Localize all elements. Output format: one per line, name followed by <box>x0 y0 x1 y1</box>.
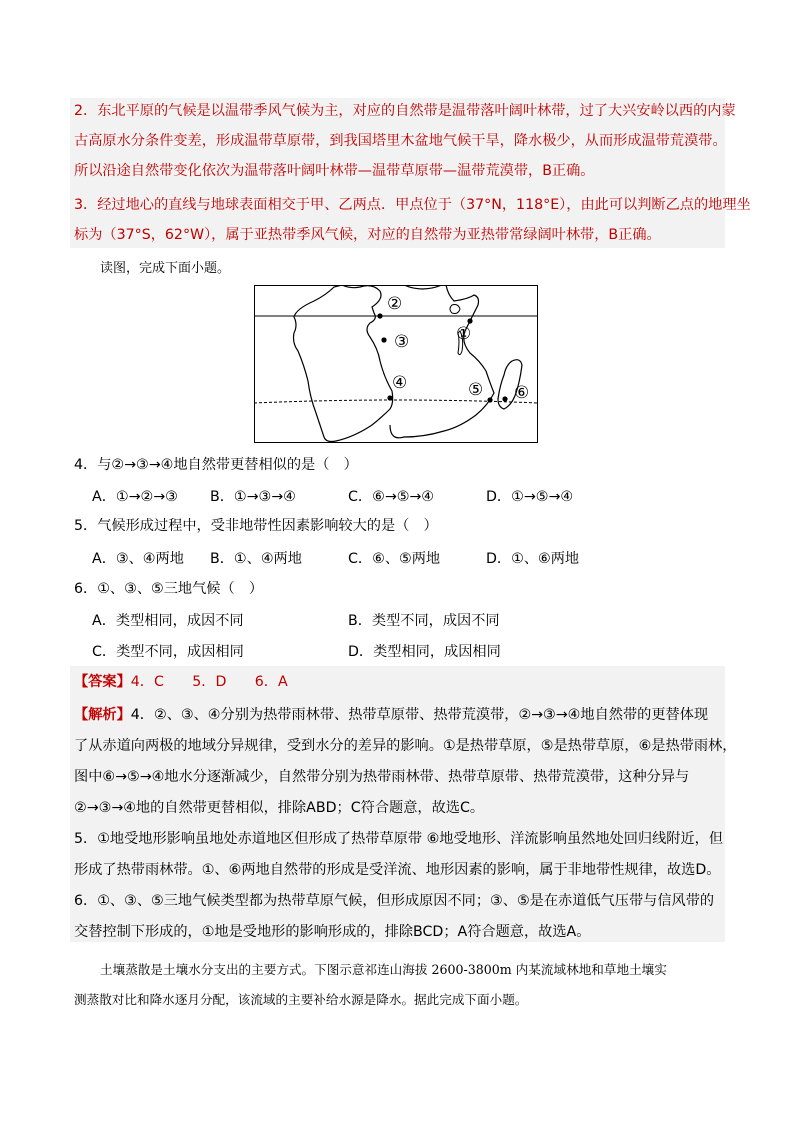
question-5-option-c[interactable]: C．⑥、⑤两地 <box>348 551 441 567</box>
analysis-line: 5．①地受地形影响虽地处赤道地区但形成了热带草原带 ⑥地受地形、洋流影响虽然地处回归线附近，但 <box>74 831 724 847</box>
point-4-dot <box>387 395 392 400</box>
question-4-stem: 4．与②→③→④地自然带更替相似的是（ ） <box>74 457 358 473</box>
point-6-dot <box>502 396 507 401</box>
question-5-option-a[interactable]: A．③、④两地 <box>92 551 184 567</box>
analysis-text: 4．②、③、④分别为热带雨林带、热带草原带、热带荒漠带，②→③→④地自然带的更替体现 <box>130 707 709 723</box>
point-2-dot <box>377 313 382 318</box>
marker-2: ② <box>387 294 403 314</box>
analysis-line: 2．东北平原的气候是以温带季风气候为主，对应的自然带是温带落叶阔叶林带，过了大兴安岭以西的内蒙 <box>74 103 736 119</box>
answer-tag: 【答案】 <box>74 674 131 690</box>
question-5-stem: 5．气候形成过程中，受非地带性因素影响较大的是（ ） <box>74 518 438 534</box>
marker-6: ⑥ <box>514 383 530 403</box>
marker-4: ④ <box>392 373 408 393</box>
marker-3: ③ <box>394 332 410 352</box>
africa-map <box>254 285 538 443</box>
analysis-line <box>74 705 708 725</box>
analysis-line: 形成了热带雨林带。①、⑥两地自然带的形成是受洋流、地形因素的影响，属于非地带性规律，故选D。 <box>74 862 721 878</box>
analysis-line: 3．经过地心的直线与地球表面相交于甲、乙两点．甲点位于（37°N，118°E），由此可以判断乙点的地理坐 <box>74 197 751 213</box>
tropic-of-capricorn-line <box>254 400 538 403</box>
analysis-line: 所以沿途自然带变化依次为温带落叶阔叶林带—温带草原带—温带荒漠带，B正确。 <box>74 163 595 179</box>
point-5-dot <box>487 397 492 402</box>
africa-coastline-west <box>294 285 393 442</box>
answer-text: 4．C 5．D 6．A <box>130 674 288 690</box>
question-4-option-d[interactable]: D．①→⑤→④ <box>486 489 574 505</box>
next-intro-line-2: 测蒸散对比和降水逐月分配，该流域的主要补给水源是降水。据此完成下面小题。 <box>74 992 528 1007</box>
point-1-dot <box>467 318 472 323</box>
question-6-stem: 6．①、③、⑤三地气候（ ） <box>74 581 264 597</box>
analysis-line: 标为（37°S，62°W），属于亚热带季风气候，对应的自然带为亚热带常绿阔叶林带，B正确。 <box>74 227 661 243</box>
analysis-line: ②→③→④地的自然带更替相似，排除ABD；C符合题意，故选C。 <box>74 800 485 816</box>
question-4-option-a[interactable]: A．①→②→③ <box>92 489 178 505</box>
answer-line <box>74 672 288 692</box>
lake-victoria <box>450 305 460 314</box>
analysis-line: 古高原水分条件变差，形成温带草原带，到我国塔里木盆地气候干旱，降水极少，从而形成温带荒漠带。 <box>74 133 727 149</box>
intro-text: 读图，完成下面小题。 <box>100 261 231 276</box>
point-3-dot <box>381 337 386 342</box>
question-6-option-b[interactable]: B．类型不同，成因不同 <box>348 613 500 629</box>
analysis-line: 6．①、③、⑤三地气候类型都为热带草原气候，但形成原因不同；③、⑤是在赤道低气压带与信风带的 <box>74 893 715 909</box>
question-4-option-b[interactable]: B．①→③→④ <box>210 489 296 505</box>
question-6-option-a[interactable]: A．类型相同，成因不同 <box>92 613 244 629</box>
analysis-line: 交替控制下形成的，①地是受地形的影响形成的，排除BCD；A符合题意，故选A。 <box>74 924 591 940</box>
marker-5: ⑤ <box>468 380 484 400</box>
question-6-option-d[interactable]: D．类型相同，成因相同 <box>348 644 501 660</box>
analysis-tag: 【解析】 <box>74 707 131 723</box>
question-4-option-c[interactable]: C．⑥→⑤→④ <box>348 489 435 505</box>
question-5-option-b[interactable]: B．①、④两地 <box>210 551 302 567</box>
africa-coastline-east <box>390 285 494 438</box>
analysis-line: 了从赤道向两极的地域分异规律，受到水分的差异的影响。①是热带草原，⑤是热带草原，⑥是热带雨林， <box>74 738 737 754</box>
marker-1: ① <box>456 324 472 344</box>
analysis-line: 图中⑥→⑤→④地水分逐渐减少，自然带分别为热带雨林带、热带草原带、热带荒漠带，这种分异与 <box>74 769 690 785</box>
next-intro-line-1: 土壤蒸散是土壤水分支出的主要方式。下图示意祁连山海拔 2600-3800m 内某流域林地和草地土壤实 <box>100 962 667 977</box>
question-6-option-c[interactable]: C．类型不同，成因相同 <box>92 644 244 660</box>
question-5-option-d[interactable]: D．①、⑥两地 <box>486 551 580 567</box>
